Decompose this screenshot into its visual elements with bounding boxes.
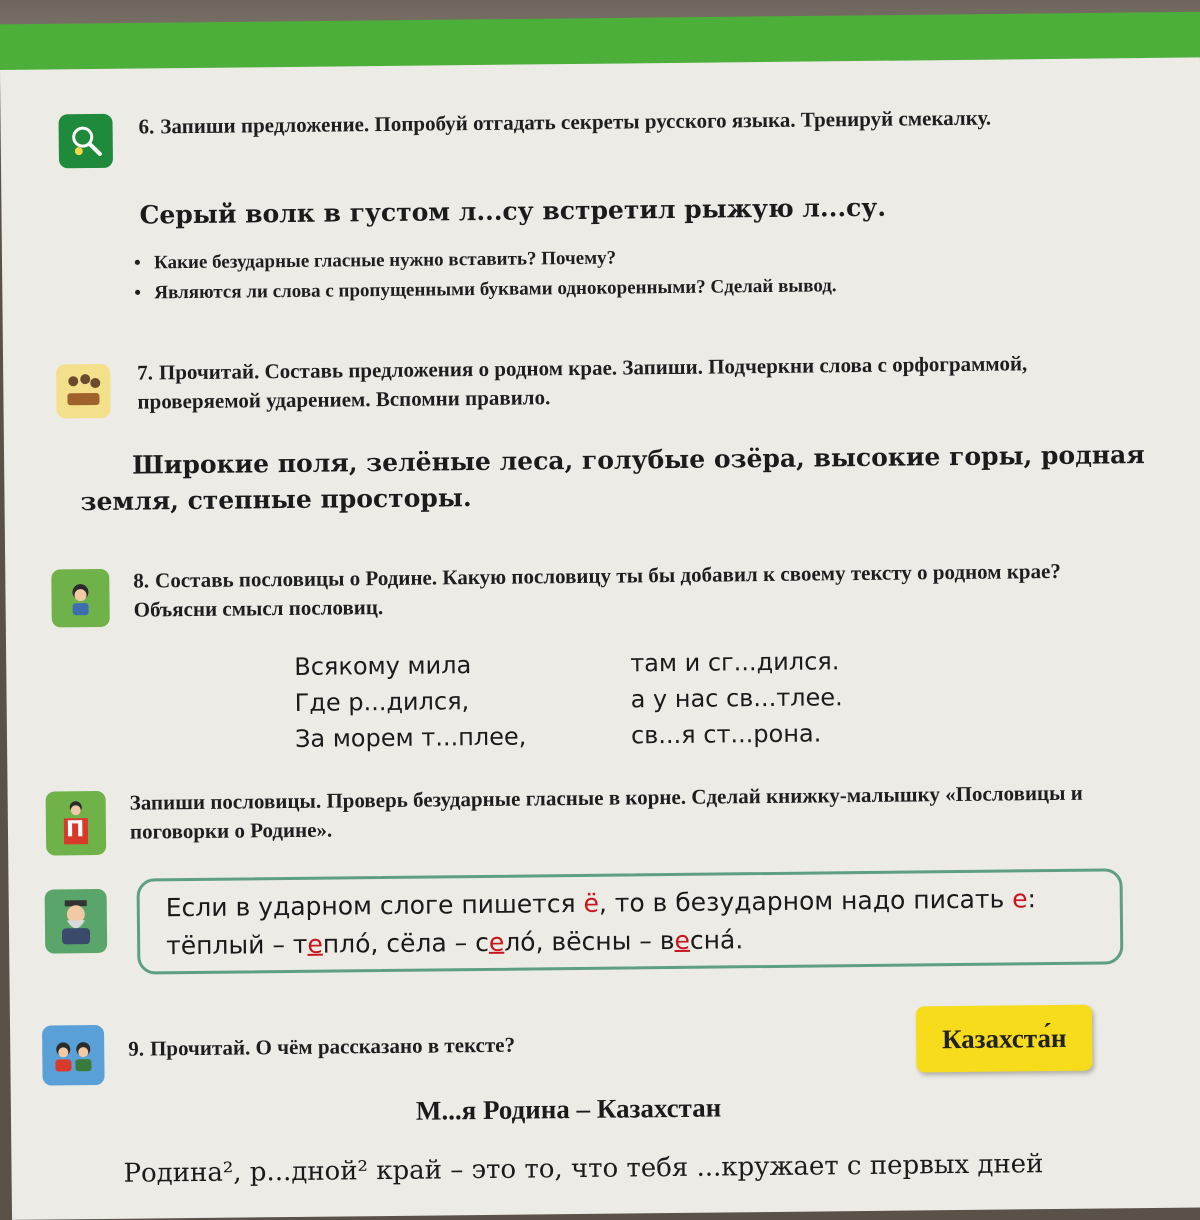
write-task-instruction: Запиши пословицы. Проверь безударные гласные в корне. Сделай книжку-малышку «Пословицы и поговорки о Родине». [129, 780, 1083, 844]
magnifier-icon [58, 114, 113, 169]
rule-letter-e: е [1012, 884, 1028, 914]
task-7-text: Прочитай. Составь предложения о родном крае. Запиши. Подчеркни слова с орфограммой, проверяемой ударением. Вспомни правило. [137, 351, 1028, 414]
task-8-instruction [133, 556, 1114, 624]
rule-example: тёплый – т [166, 929, 308, 961]
rule-text: , то в безударном надо писать [598, 884, 1013, 918]
proverb-right: а у нас св...тлее. [630, 683, 843, 714]
task-6-text: Запиши предложение. Попробуй отгадать секреты русского языка. Тренируй смекалку. [160, 105, 992, 139]
task-6-sentence: Серый волк в густом л...су встретил рыжую л...су. [139, 192, 887, 230]
children-group-icon [56, 364, 111, 419]
task-7-number: 7. [137, 360, 154, 385]
task-9-instruction [128, 1031, 515, 1064]
task-7-instruction [137, 349, 1098, 417]
rule-example: пло́, сёла – с [322, 927, 490, 959]
proverb-left: Где р...дился, [294, 687, 470, 717]
boy-icon [51, 569, 110, 628]
rule-example: ло́, вёсны – в [504, 925, 675, 957]
kazakhstan-badge: Казахста́н [916, 1005, 1093, 1073]
task-8-text: Составь пословицы о Родине. Какую пословицу ты бы добавил к своему тексту о родном крае? Объясни смысл пословиц. [133, 558, 1061, 622]
task-8-number: 8. [133, 568, 150, 593]
proverb-right: св...я ст...рона. [630, 719, 822, 750]
proverb-endings [630, 643, 843, 753]
rule-box [136, 868, 1123, 974]
boy-writing-icon [46, 791, 107, 856]
letter-badge: П [65, 817, 85, 843]
proverb-beginnings [294, 647, 526, 757]
rule-text: Если в ударном слоге пишется [165, 888, 584, 923]
bullet-item: • Являются ли слова с пропущенными буквами однокоренными? Сделай вывод. [132, 268, 1132, 308]
task-9-number: 9. [128, 1036, 145, 1061]
proverb-right: там и сг...дился. [630, 647, 840, 678]
rule-highlight-e: е [307, 929, 323, 959]
text-first-line: Родина², р...дной² край – это то, что тебя ...кружает с первых дней [123, 1149, 1044, 1189]
rule-highlight-e: е [488, 927, 505, 957]
task-6-instruction [138, 102, 1098, 141]
task-9-text: Прочитай. О чём рассказано в тексте? [149, 1032, 516, 1061]
textbook-page [0, 57, 1200, 1220]
rule-example: сна́. [689, 925, 744, 955]
proverb-left: За морем т...плее, [294, 722, 527, 753]
text-title: М...я Родина – Казахстан [415, 1092, 722, 1126]
task-7-line-2: земля, степные просторы. [80, 483, 472, 517]
pair-icon [42, 1025, 105, 1086]
rule-letter-yo: ё [583, 888, 600, 918]
task-6-number: 6. [138, 114, 155, 139]
rule-highlight-e: е [674, 925, 691, 955]
bullet-item: • Какие безударные гласные нужно вставить? Почему? [132, 238, 1132, 278]
task-6-bullets [132, 238, 1133, 308]
proverb-left: Всякому мила [294, 651, 472, 681]
task-7-line-1: Широкие поля, зелёные леса, голубые озёра, высокие горы, родная [131, 440, 1145, 480]
teacher-icon [45, 889, 108, 954]
rule-text: : [1027, 884, 1037, 914]
